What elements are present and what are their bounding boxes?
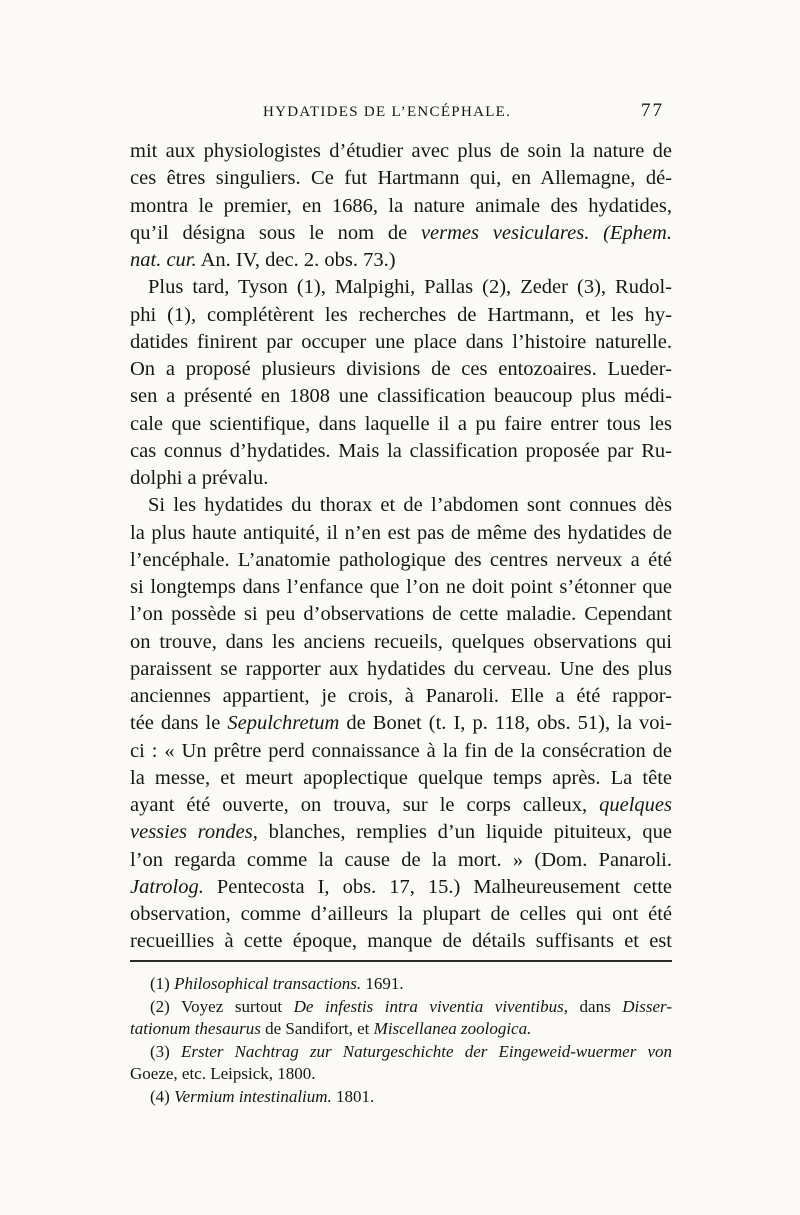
text-run: l’encéphale. L’anatomie pathologique des centres nerveux a été bbox=[130, 548, 672, 571]
text-line bbox=[130, 411, 672, 438]
italic-run: Miscellanea zoologica. bbox=[373, 1019, 532, 1039]
text-line bbox=[130, 492, 672, 519]
text-line bbox=[130, 973, 672, 996]
text-line bbox=[130, 438, 672, 465]
text-run: l’on possède si peu d’observations de cette maladie. Cependant bbox=[130, 603, 672, 626]
footnote-1 bbox=[130, 973, 672, 996]
text-run: observation, comme d’ailleurs la plupart de celles qui ont été bbox=[130, 903, 672, 925]
text-line bbox=[130, 547, 672, 574]
text-line bbox=[130, 601, 672, 628]
text-run: cale que scientifique, dans laquelle il a pu faire entrer tous les bbox=[130, 412, 672, 435]
text-run: de Sandifort, et bbox=[260, 1019, 374, 1039]
text-line bbox=[130, 928, 672, 955]
text-run: dolphi a prévalu. bbox=[130, 467, 269, 489]
italic-run: Jatrolog. bbox=[130, 875, 204, 898]
italic-run: quelques bbox=[599, 794, 672, 816]
italic-run: Sepulchretum bbox=[227, 712, 340, 735]
text-run: (1) bbox=[150, 974, 175, 993]
text-line bbox=[130, 710, 672, 737]
text-line bbox=[130, 765, 672, 792]
text-run: recueillies à cette époque, manque de détails suffisants et est bbox=[130, 930, 672, 953]
text-line bbox=[130, 629, 672, 656]
text-line bbox=[130, 302, 672, 329]
text-run: phi (1), complétèrent les recherches de Hartmann, et les hy- bbox=[130, 303, 672, 326]
text-run: qu’il désigna sous le nom de bbox=[130, 221, 421, 244]
italic-run: tationum thesaurus bbox=[130, 1019, 261, 1039]
text-line bbox=[130, 138, 672, 165]
text-run: ayant été ouverte, on trouva, sur le corps calleux, bbox=[130, 794, 600, 816]
text-run: An. IV, dec. 2. obs. 73.) bbox=[196, 249, 396, 271]
text-run: Si les hydatides du thorax et de l’abdomen sont connues dès bbox=[148, 494, 672, 517]
text-run: Goeze, etc. Leipsick, 1800. bbox=[130, 1064, 316, 1084]
text-line bbox=[130, 901, 672, 928]
text-run: (4) bbox=[150, 1086, 175, 1106]
italic-run: Vermium intestinalium. bbox=[174, 1086, 332, 1106]
text-line bbox=[130, 165, 672, 192]
text-line bbox=[130, 383, 672, 410]
text-line bbox=[130, 1086, 672, 1109]
text-run: de Bonet (t. I, p. 118, obs. 51), la voi- bbox=[339, 712, 673, 735]
running-title: HYDATIDES DE L’ENCÉPHALE. bbox=[263, 104, 512, 120]
text-line bbox=[130, 356, 672, 383]
text-run: paraissent se rapporter aux hydatides du cerveau. Une des plus bbox=[130, 657, 672, 680]
paragraph-3 bbox=[130, 492, 672, 955]
text-run: datides finirent par occuper une place dans l’histoire naturelle. bbox=[130, 330, 672, 353]
footnote-rule bbox=[130, 960, 672, 962]
footnotes bbox=[130, 973, 672, 1109]
text-line bbox=[130, 819, 672, 846]
text-run: (3) bbox=[150, 1041, 181, 1061]
text-line bbox=[130, 847, 672, 874]
text-run: cas connus d’hydatides. Mais la classification proposée par Ru- bbox=[130, 439, 672, 462]
text-run: blanches, remplies d’un liquide pituiteux, que bbox=[257, 821, 672, 844]
text-line bbox=[130, 683, 672, 710]
footnote-3 bbox=[130, 1041, 672, 1086]
text-run: Plus tard, Tyson (1), Malpighi, Pallas (2), Zeder (3), Rudol- bbox=[148, 276, 672, 299]
text-line bbox=[130, 193, 672, 220]
running-head bbox=[0, 0, 800, 130]
text-line bbox=[130, 574, 672, 601]
footnote-4 bbox=[130, 1086, 672, 1109]
italic-run: vermes vesiculares. bbox=[420, 221, 590, 244]
text-run: ces êtres singuliers. Ce fut Hartmann qui, en Allemagne, dé- bbox=[130, 167, 672, 190]
page-number: 77 bbox=[641, 100, 664, 121]
text-line bbox=[130, 1018, 672, 1041]
text-line bbox=[130, 738, 672, 765]
footnote-2 bbox=[130, 996, 672, 1041]
text-run: anciennes appartient, je crois, à Panaroli. Elle a été rappor- bbox=[130, 685, 672, 707]
italic-run: Philosophical transactions. bbox=[174, 974, 362, 993]
paragraph-2 bbox=[130, 274, 672, 492]
text-run: dans bbox=[567, 996, 623, 1016]
text-line bbox=[130, 656, 672, 683]
text-line bbox=[130, 792, 672, 819]
italic-run: Disser- bbox=[622, 996, 672, 1016]
text-line bbox=[130, 996, 672, 1019]
text-line bbox=[130, 520, 672, 547]
text-line bbox=[130, 465, 672, 492]
text-run: l’on regarda comme la cause de la mort. » (Dom. Panaroli. bbox=[130, 848, 672, 871]
text-run: 1691. bbox=[361, 974, 404, 993]
text-run: On a proposé plusieurs divisions de ces entozoaires. Lueder- bbox=[130, 358, 672, 380]
text-line bbox=[130, 1063, 672, 1086]
italic-run: De infestis intra viventia viventibus, bbox=[293, 996, 568, 1016]
text-run: on trouve, dans les anciens recueils, quelques observations qui bbox=[130, 630, 672, 653]
text-run: la messe, et meurt apoplectique quelque temps après. La tête bbox=[130, 766, 672, 789]
text-line bbox=[130, 1041, 672, 1064]
text-run: si longtemps dans l’enfance que l’on ne doit point s’étonner que bbox=[130, 576, 672, 598]
italic-run: nat. cur. bbox=[130, 249, 197, 271]
text-run: Pentecosta I, obs. 17, 15.) Malheureusement cette bbox=[203, 875, 672, 898]
text-run: montra le premier, en 1686, la nature animale des hydatides, bbox=[130, 194, 672, 217]
text-run bbox=[589, 222, 603, 244]
text-line bbox=[130, 220, 672, 247]
text-run: mit aux physiologistes d’étudier avec plus de soin la nature de bbox=[130, 140, 672, 162]
body-text bbox=[130, 138, 672, 956]
text-run: ci : « Un prêtre perd connaissance à la fin de la consécration de bbox=[130, 739, 672, 762]
text-run: tée dans le bbox=[130, 712, 228, 735]
paragraph-continued bbox=[130, 138, 672, 274]
text-line bbox=[130, 274, 672, 301]
text-line bbox=[130, 874, 672, 901]
text-run: sen a présenté en 1808 une classification beaucoup plus médi- bbox=[130, 385, 672, 408]
italic-run: (Ephem. bbox=[603, 221, 672, 244]
text-run: (2) Voyez surtout bbox=[150, 996, 294, 1016]
italic-run: vessies rondes, bbox=[130, 821, 258, 844]
italic-run: Erster Nachtrag zur Naturgeschichte der Eingeweid-wuermer von bbox=[180, 1041, 673, 1061]
text-line bbox=[130, 329, 672, 356]
text-line bbox=[130, 247, 672, 274]
text-run: 1801. bbox=[331, 1086, 375, 1106]
text-run: la plus haute antiquité, il n’en est pas de même des hydatides de bbox=[130, 521, 672, 544]
